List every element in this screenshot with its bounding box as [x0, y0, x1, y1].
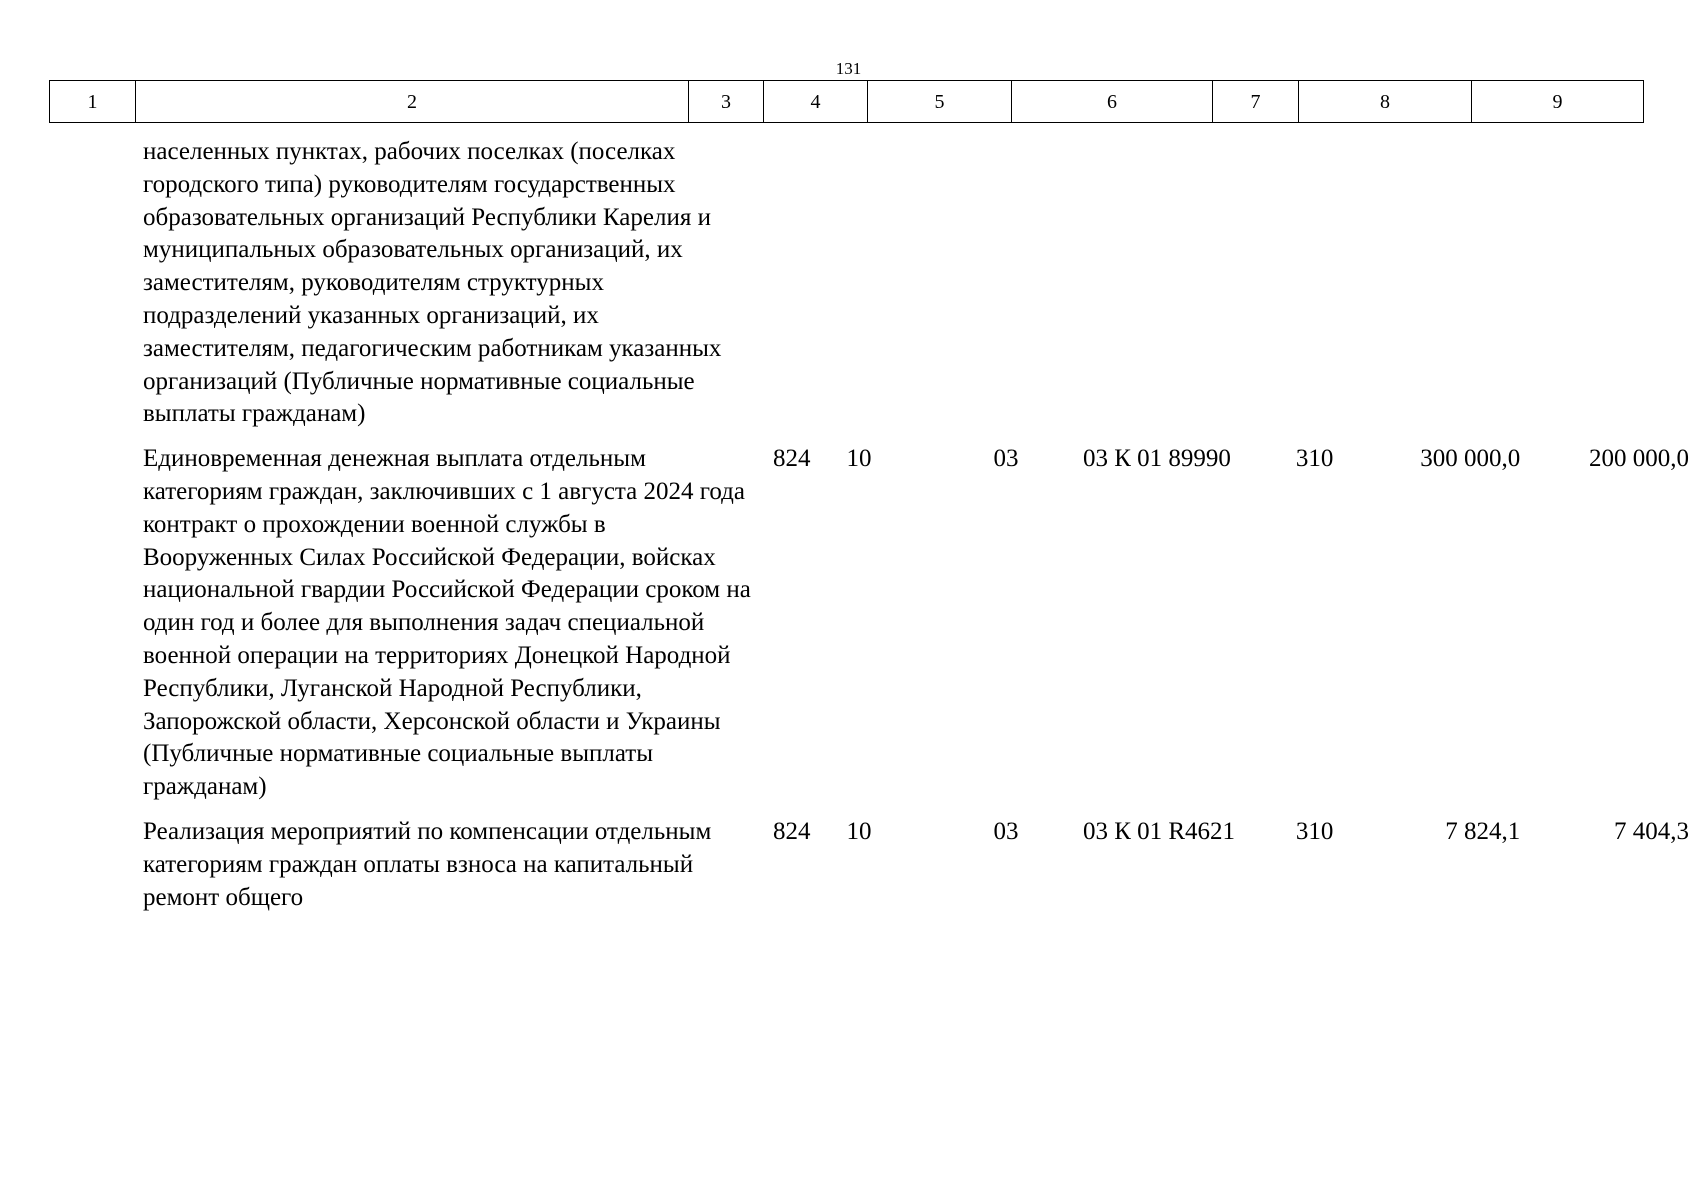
row-col3-value: 824 — [772, 445, 811, 473]
row-col8-value: 300 000,0 — [1420, 445, 1521, 473]
row-col9-value — [1528, 136, 1697, 443]
budget-table-body — [49, 136, 1697, 926]
column-number-4: 4 — [764, 81, 868, 123]
row-col3-value: 824 — [772, 817, 811, 845]
page-number: 131 — [835, 59, 862, 78]
row-col5-value: 03 — [993, 445, 1019, 473]
column-number-7: 7 — [1213, 81, 1299, 123]
column-header-table — [49, 80, 1644, 123]
row-col6-value: 03 К 01 R4621 — [1082, 817, 1236, 845]
row-col4-value: 10 — [846, 817, 872, 845]
column-number-1: 1 — [50, 81, 136, 123]
row-col6-value: 03 К 01 89990 — [1082, 445, 1231, 473]
row-col4-value: 10 — [846, 445, 872, 473]
column-number-6: 6 — [1012, 81, 1213, 123]
row-col4-value — [837, 136, 937, 443]
column-number-2: 2 — [136, 81, 689, 123]
row-col8-value: 7 824,1 — [1445, 817, 1521, 845]
row-description: Реализация мероприятий по компенсации отдельным категориям граждан оплаты взноса на капитальный ремонт общего — [143, 817, 712, 911]
table-row — [49, 136, 1697, 443]
row-col7-value — [1274, 136, 1359, 443]
row-description: населенных пунктах, рабочих поселках (поселках городского типа) руководителям государственных образовательных организаций Республики Карелия и муниципальных образовательных организаций, их заместителям, руководителям структурных подразделений указанных организаций, их заместителям, педагогическим работникам указанных организаций (Публичные нормативные социальные выплаты гражданам) — [143, 138, 722, 428]
row-col3-value — [763, 136, 837, 443]
row-col6-value — [1075, 136, 1274, 443]
table-row — [49, 816, 1697, 926]
column-number-9: 9 — [1472, 81, 1644, 123]
table-row — [49, 443, 1697, 816]
column-number-3: 3 — [689, 81, 764, 123]
row-col9-value: 200 000,0 — [1589, 445, 1689, 473]
row-col5-value — [937, 136, 1075, 443]
row-col9-value: 7 404,3 — [1614, 817, 1689, 845]
column-number-5: 5 — [868, 81, 1012, 123]
row-col7-value: 310 — [1295, 817, 1334, 845]
row-description: Единовременная денежная выплата отдельным категориям граждан, заключивших с 1 августа 2024 года контракт о прохождении военной службы в Вооруженных Силах Российской Федерации, войсках национальной гвардии Российской Федерации сроком на один год и более для выполнения задач специальной военной операции на территориях Донецкой Народной Республики, Луганской Народной Республики, Запорожской области, Херсонской области и Украины (Публичные нормативные социальные выплаты гражданам) — [143, 445, 751, 801]
row-col5-value: 03 — [993, 817, 1019, 845]
column-number-row — [50, 81, 1644, 123]
row-col8-value — [1359, 136, 1529, 443]
row-col7-value: 310 — [1295, 445, 1334, 473]
column-number-8: 8 — [1299, 81, 1472, 123]
